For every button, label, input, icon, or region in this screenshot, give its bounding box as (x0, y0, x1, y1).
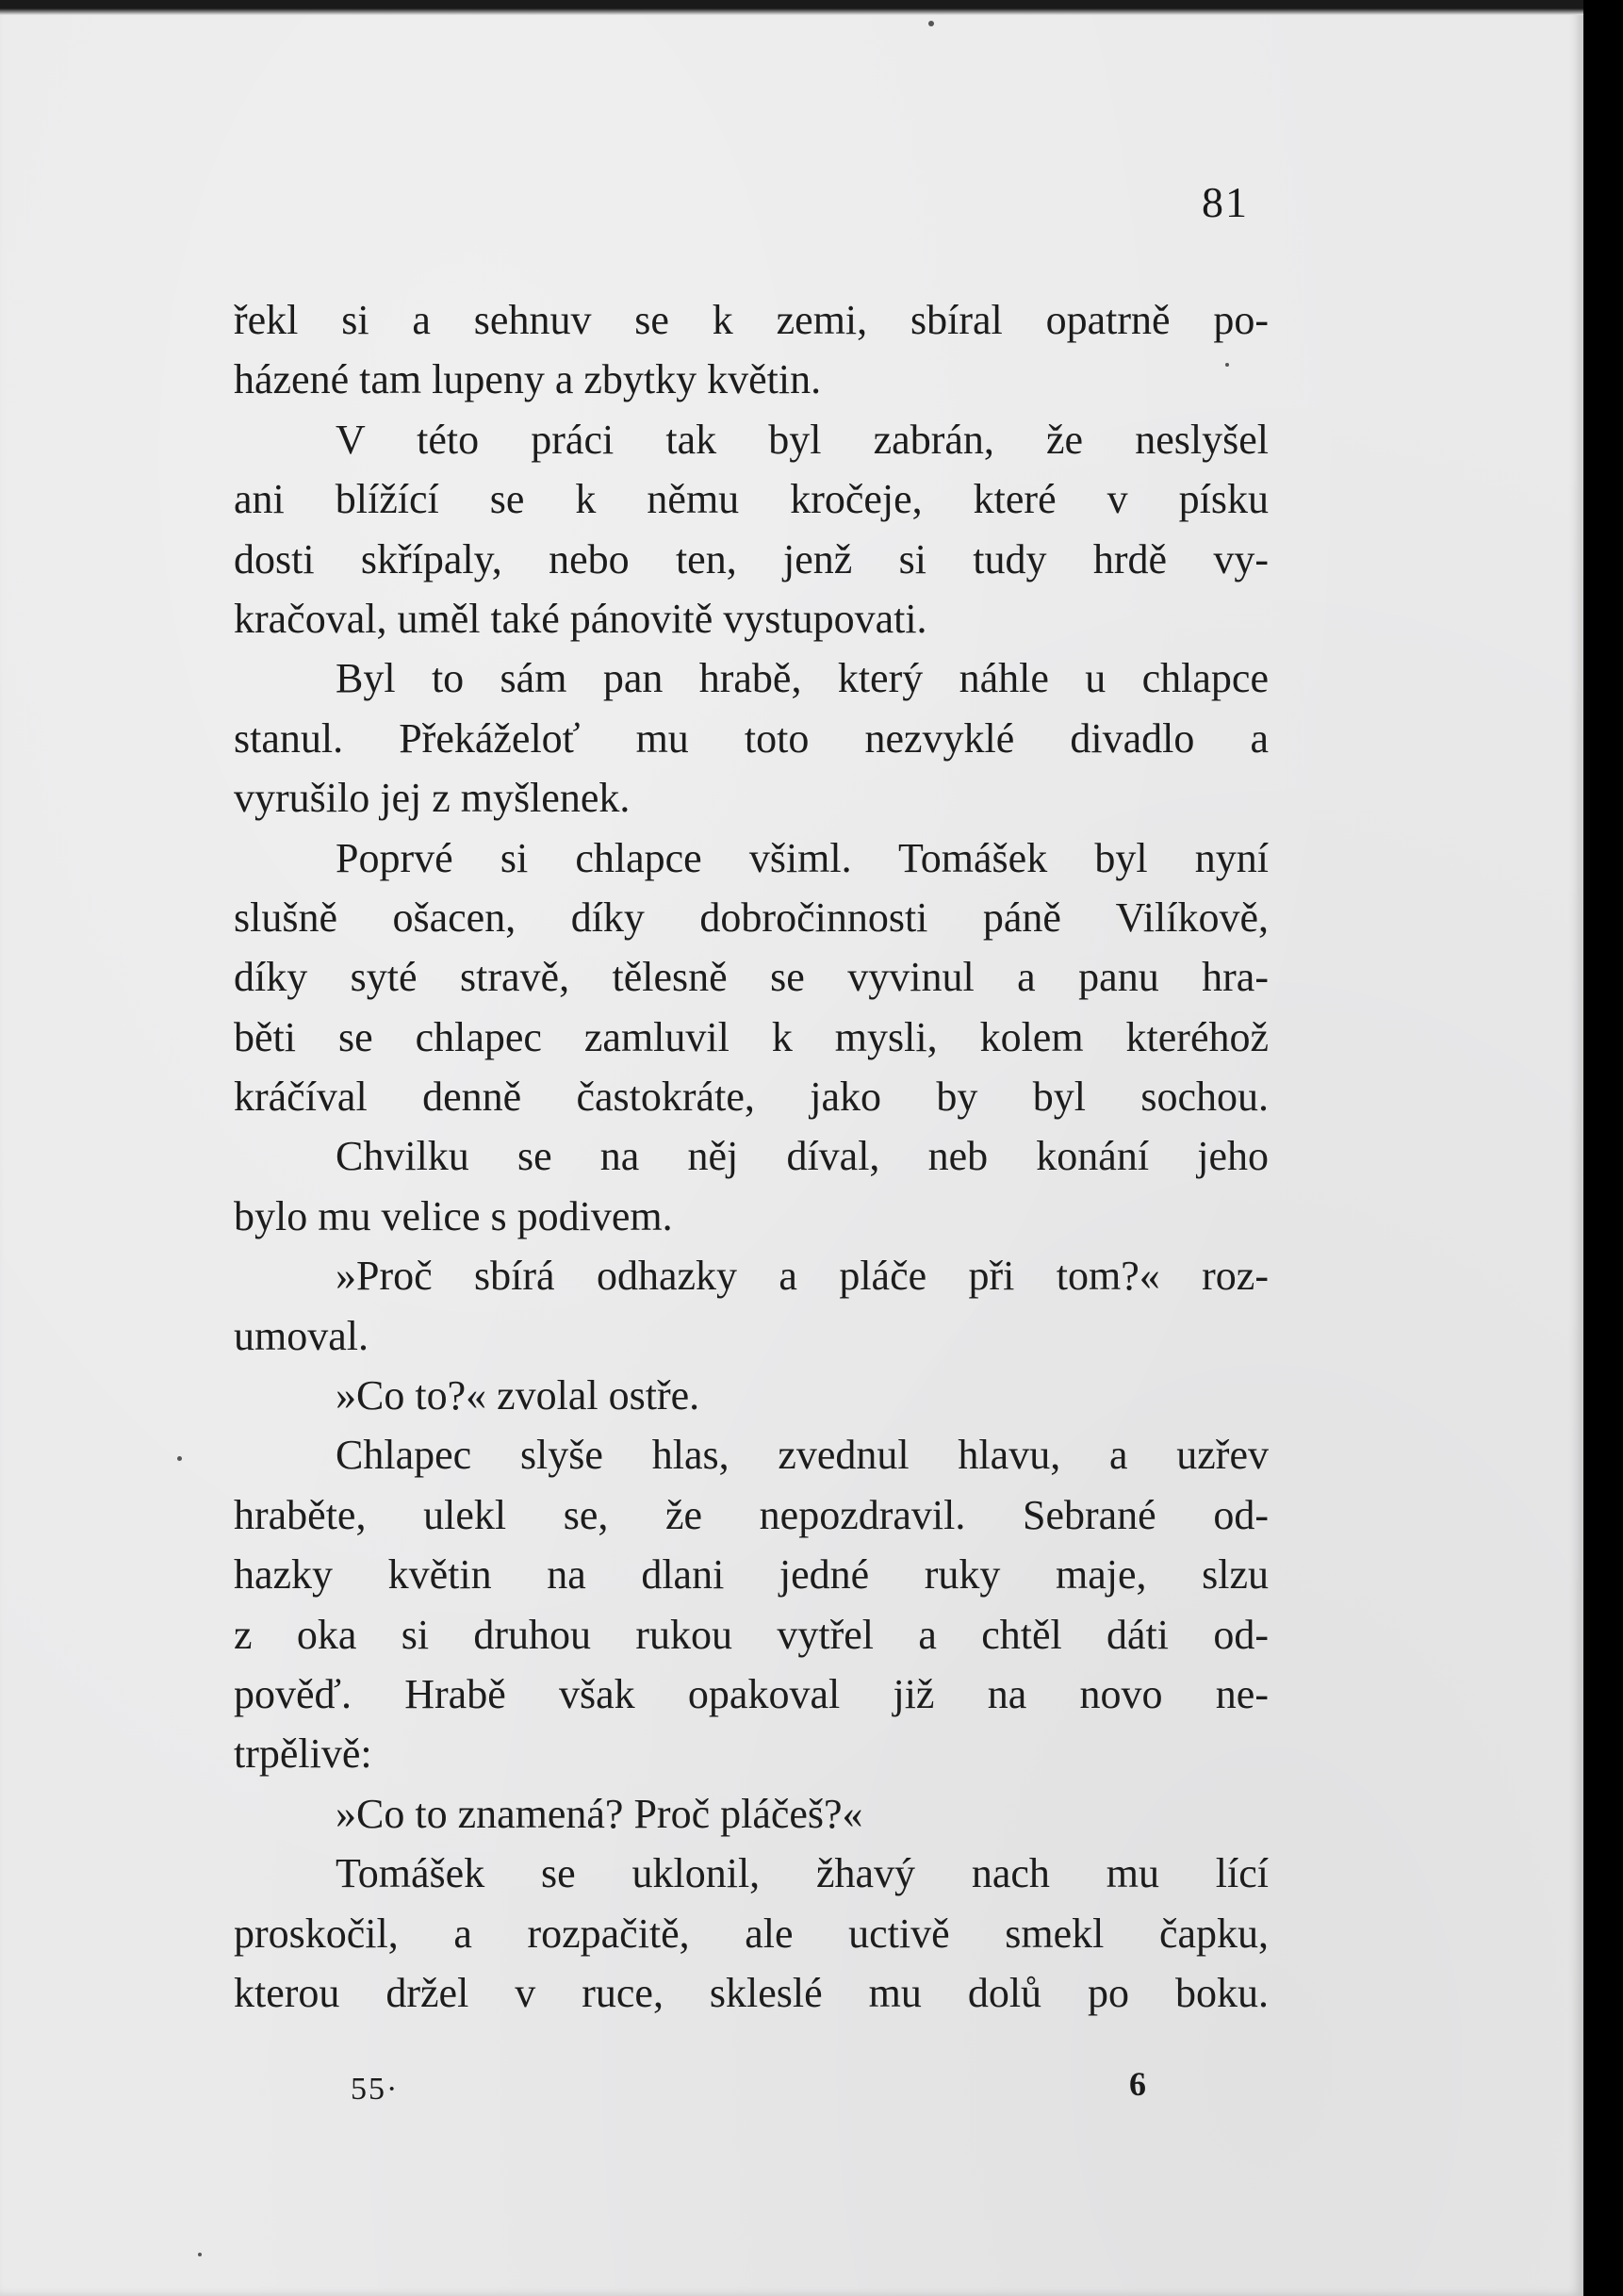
text-line: slušně ošacen, díky dobročinnosti páně Vilíkově, (234, 894, 1269, 941)
text-line: kračoval, uměl také pánovitě vystupovati. (234, 595, 927, 642)
text-line: kráčíval denně častokráte, jako by byl sochou. (234, 1074, 1269, 1121)
text-line: běti se chlapec zamluvil k mysli, kolem kteréhož (234, 1013, 1269, 1060)
scan-top-edge (0, 0, 1583, 15)
text-line: »Co to znamená? Proč pláčeš?« (336, 1790, 863, 1837)
folio-mark: 6 (1129, 2065, 1146, 2103)
signature-mark: 55· (351, 2072, 400, 2107)
paper-speck (928, 21, 934, 26)
text-line: řekl si a sehnuv se k zemi, sbíral opatrně po- (234, 297, 1269, 343)
text-line: Byl to sám pan hrabě, který náhle u chlapce (336, 655, 1269, 702)
text-line: »Co to?« zvolal ostře. (336, 1372, 700, 1419)
page-number: 81 (1202, 178, 1249, 226)
text-line: Tomášek se uklonil, žhavý nach mu lící (336, 1850, 1269, 1897)
body-text (234, 290, 1269, 2023)
text-line: ani blížící se k němu kročeje, které v písku (234, 476, 1269, 523)
paper-speck (177, 1456, 182, 1461)
text-line: vyrušilo jej z myšlenek. (234, 775, 631, 822)
text-line: pověď. Hrabě však opakoval již na novo ne- (234, 1670, 1269, 1717)
text-line: bylo mu velice s podivem. (234, 1192, 673, 1239)
text-line: dosti skřípaly, nebo ten, jenž si tudy hrdě vy- (234, 535, 1269, 582)
text-line: z oka si druhou rukou vytřel a chtěl dáti od- (234, 1611, 1269, 1658)
text-line: Chvilku se na něj díval, neb konání jeho (336, 1133, 1269, 1180)
text-line: proskočil, a rozpačitě, ale uctivě smekl čapku, (234, 1910, 1269, 1957)
text-line: stanul. Překáželoť mu toto nezvyklé divadlo a (234, 714, 1269, 762)
text-line: díky syté stravě, tělesně se vyvinul a panu hra- (234, 954, 1269, 1001)
paper-speck (1225, 363, 1229, 367)
text-line: V této práci tak byl zabrán, že neslyšel (336, 416, 1269, 463)
text-line: hraběte, ulekl se, že nepozdravil. Sebrané od- (234, 1491, 1269, 1538)
text-line: trpělivě: (234, 1730, 372, 1778)
text-line: hazky květin na dlani jedné ruky maje, slzu (234, 1551, 1269, 1599)
text-line: umoval. (234, 1312, 369, 1359)
text-line: Poprvé si chlapce všiml. Tomášek byl nyní (336, 834, 1269, 881)
text-line: »Proč sbírá odhazky a pláče při tom?« roz- (336, 1253, 1269, 1300)
text-line: Chlapec slyše hlas, zvednul hlavu, a uzřev (336, 1432, 1269, 1479)
text-line: házené tam lupeny a zbytky květin. (234, 356, 822, 403)
paper-speck (198, 2253, 202, 2256)
text-line: kterou držel v ruce, skleslé mu dolů po boku. (234, 1969, 1269, 2016)
